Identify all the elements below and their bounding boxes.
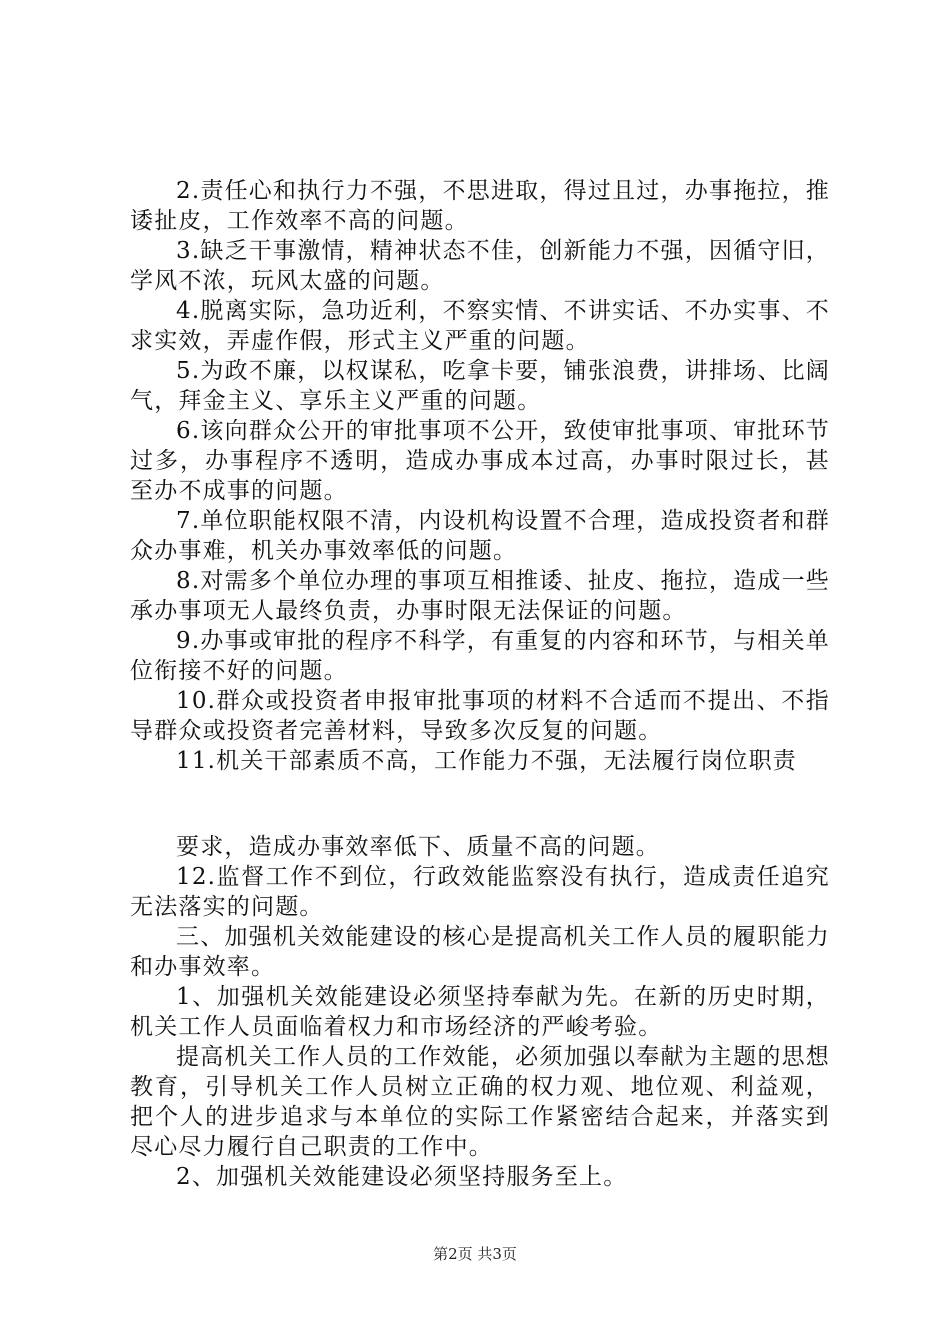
paragraph-item-12: 12.监督工作不到位，行政效能监察没有执行，造成责任追究无法落实的问题。 [130,864,830,920]
paragraph-item-6: 6.该向群众公开的审批事项不公开，致使审批事项、审批环节过多，办事程序不透明，造成办事成本过高，办事时限过长，甚至办不成事的问题。 [130,418,830,504]
paragraph-item-8: 8.对需多个单位办理的事项互相推诿、扯皮、拖拉，造成一些承办事项无人最终负责，办事时限无法保证的问题。 [130,568,830,624]
paragraph-item-11: 11.机关干部素质不高，工作能力不强，无法履行岗位职责 [176,748,797,774]
paragraph-item-11-continued: 要求，造成办事效率低下、质量不高的问题。 [176,834,660,860]
paragraph-item-10: 10.群众或投资者申报审批事项的材料不合适而不提出、不指导群众或投资者完善材料，导致多次反复的问题。 [130,688,830,744]
paragraph-item-3: 3.缺乏干事激情，精神状态不佳，创新能力不强，因循守旧，学风不浓，玩风太盛的问题。 [130,238,830,294]
section-heading-3: 三、加强机关效能建设的核心是提高机关工作人员的履职能力和办事效率。 [130,924,830,980]
paragraph-item-9: 9.办事或审批的程序不科学，有重复的内容和环节，与相关单位衔接不好的问题。 [130,628,830,684]
paragraph-item-2: 2.责任心和执行力不强，不思进取，得过且过，办事拖拉，推诿扯皮，工作效率不高的问题。 [130,178,830,234]
section-gap [130,776,830,832]
paragraph-point-1: 1、加强机关效能建设必须坚持奉献为先。在新的历史时期，机关工作人员面临着权力和市场经济的严峻考验。 [130,984,830,1040]
paragraph-item-4: 4.脱离实际，急功近利，不察实情、不讲实话、不办实事、不求实效，弄虚作假，形式主义严重的问题。 [130,298,830,354]
page-footer: 第2页 共3页 [433,1245,517,1263]
paragraph-item-7: 7.单位职能权限不清，内设机构设置不合理，造成投资者和群众办事难，机关办事效率低的问题。 [130,508,830,564]
document-body [130,176,830,1192]
paragraph-item-5: 5.为政不廉，以权谋私，吃拿卡要，铺张浪费，讲排场、比阔气，拜金主义、享乐主义严重的问题。 [130,358,830,414]
paragraph-point-1-detail: 提高机关工作人员的工作效能，必须加强以奉献为主题的思想教育，引导机关工作人员树立正确的权力观、地位观、利益观，把个人的进步追求与本单位的实际工作紧密结合起来，并落实到尽心尽力履行自己职责的工作中。 [130,1044,830,1160]
paragraph-point-2: 2、加强机关效能建设必须坚持服务至上。 [176,1164,628,1190]
